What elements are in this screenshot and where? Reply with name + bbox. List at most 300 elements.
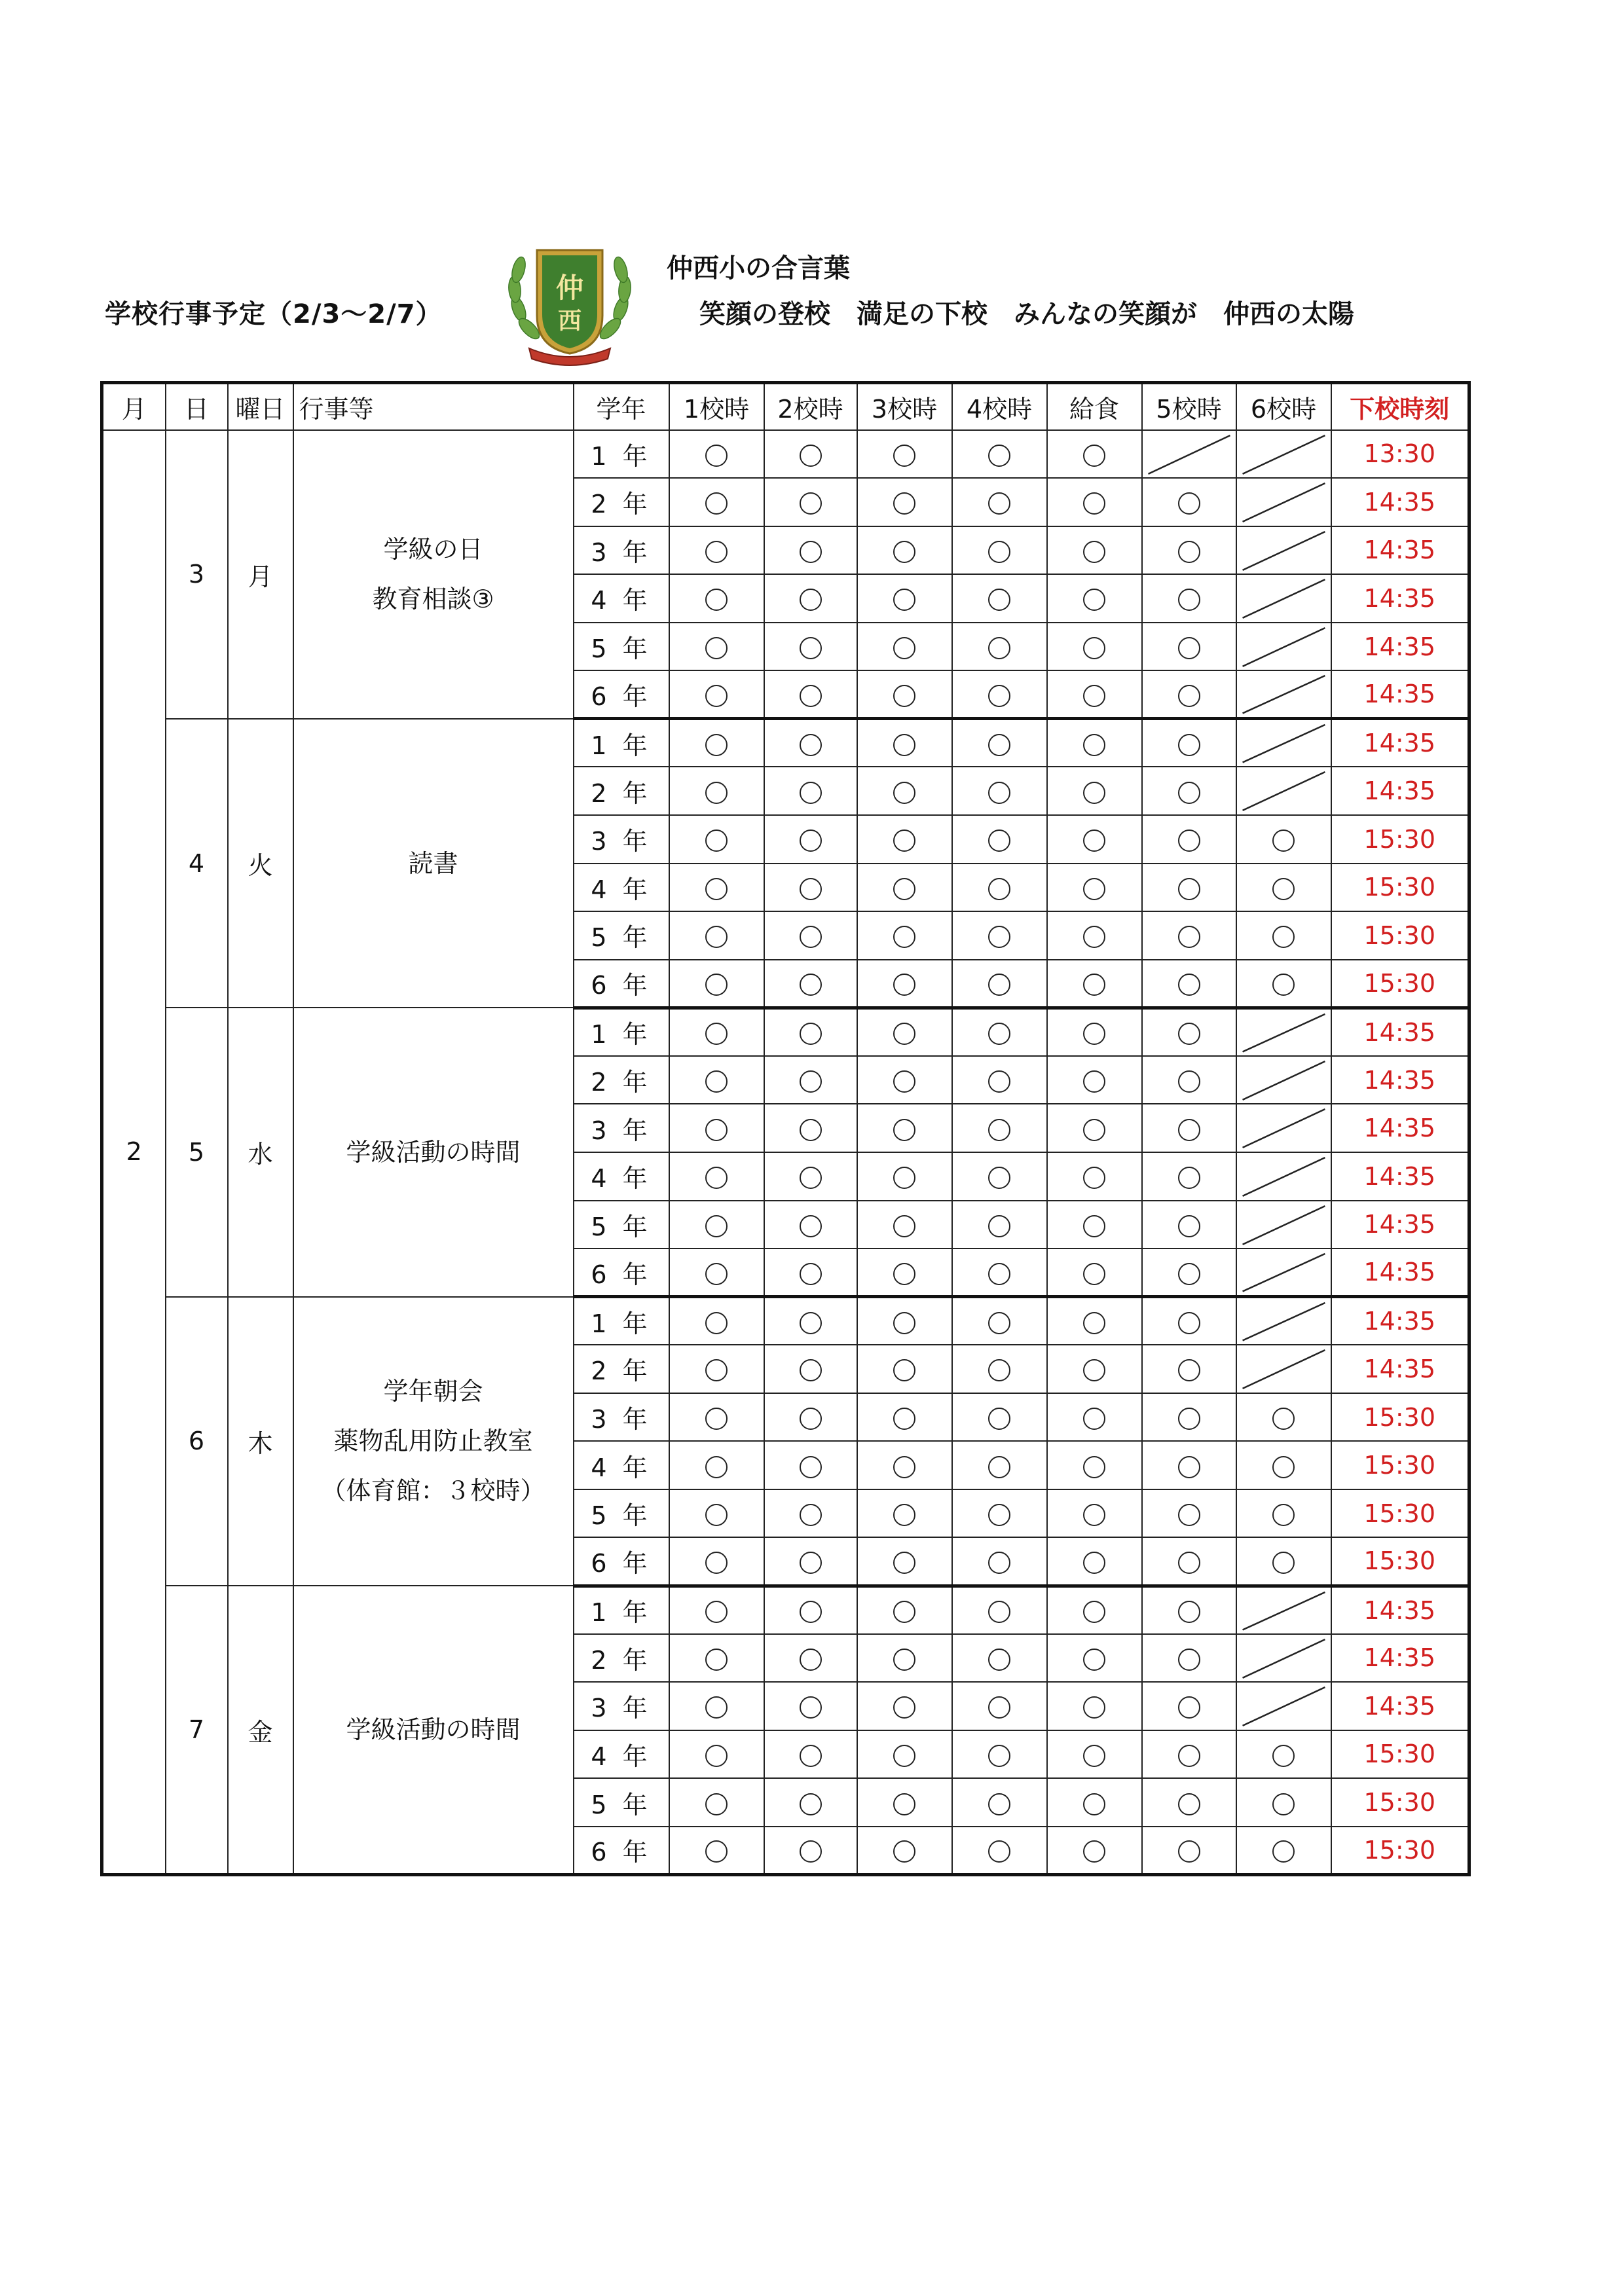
period-cell (1047, 864, 1142, 912)
period-cell (952, 767, 1047, 815)
period-cell (1142, 1634, 1236, 1683)
circle-mark-icon (800, 974, 822, 996)
circle-mark-icon (705, 1263, 728, 1285)
period-cell (1142, 1345, 1236, 1393)
circle-mark-icon (1083, 1601, 1105, 1623)
circle-mark-icon (1083, 445, 1105, 467)
dismissal-time: 14:35 (1331, 1248, 1469, 1297)
circle-mark-icon (705, 1601, 728, 1623)
circle-mark-icon (1178, 926, 1200, 948)
col-header-weekday: 曜日 (228, 383, 293, 430)
circle-mark-icon (893, 1215, 915, 1237)
circle-mark-icon (705, 1552, 728, 1574)
dismissal-time: 14:35 (1331, 1104, 1469, 1152)
circle-mark-icon (800, 1504, 822, 1526)
period-cell (1236, 864, 1331, 912)
circle-mark-icon (800, 1070, 822, 1093)
period-cell (952, 526, 1047, 575)
circle-mark-icon (1178, 1745, 1200, 1767)
circle-mark-icon (1083, 1263, 1105, 1285)
grade-cell: 3 年 (574, 1682, 669, 1730)
circle-mark-icon (1178, 829, 1200, 852)
dismissal-time: 14:35 (1331, 670, 1469, 719)
circle-mark-icon (1178, 1649, 1200, 1671)
period-cell (1142, 1537, 1236, 1586)
grade-cell: 1 年 (574, 1297, 669, 1345)
period-cell (857, 911, 952, 960)
period-cell (952, 1586, 1047, 1634)
dismissal-time: 15:30 (1331, 1537, 1469, 1586)
circle-mark-icon (1178, 1023, 1200, 1045)
circle-mark-icon (1272, 1504, 1295, 1526)
circle-mark-icon (1178, 1793, 1200, 1815)
circle-mark-icon (800, 1023, 822, 1045)
period-cell (764, 1489, 857, 1538)
circle-mark-icon (988, 1745, 1010, 1767)
period-cell-none (1236, 1634, 1331, 1683)
period-cell (1142, 1104, 1236, 1152)
circle-mark-icon (1083, 1408, 1105, 1430)
circle-mark-icon (1083, 1649, 1105, 1671)
grade-cell: 6 年 (574, 1827, 669, 1875)
circle-mark-icon (1178, 492, 1200, 515)
period-cell (857, 623, 952, 671)
table-row (102, 430, 1469, 479)
period-cell (764, 1634, 857, 1683)
table-row (102, 1297, 1469, 1345)
grade-cell: 3 年 (574, 526, 669, 575)
circle-mark-icon (988, 1119, 1010, 1141)
period-cell (952, 1827, 1047, 1875)
period-cell (857, 574, 952, 623)
period-cell-none (1236, 1682, 1331, 1730)
day-cell: 4 (166, 719, 228, 1008)
schedule-body (102, 430, 1469, 1875)
day-cell: 6 (166, 1297, 228, 1586)
circle-mark-icon (800, 492, 822, 515)
circle-mark-icon (893, 878, 915, 900)
period-cell (857, 478, 952, 526)
circle-mark-icon (1178, 974, 1200, 996)
circle-mark-icon (800, 829, 822, 852)
circle-mark-icon (800, 1552, 822, 1574)
circle-mark-icon (1083, 637, 1105, 659)
circle-mark-icon (988, 1023, 1010, 1045)
circle-mark-icon (1083, 1696, 1105, 1719)
circle-mark-icon (988, 1552, 1010, 1574)
circle-mark-icon (800, 589, 822, 611)
period-cell (1047, 1201, 1142, 1249)
grade-cell: 6 年 (574, 960, 669, 1008)
period-cell (1142, 719, 1236, 767)
circle-mark-icon (1083, 1023, 1105, 1045)
period-cell (952, 1008, 1047, 1056)
circle-mark-icon (988, 1649, 1010, 1671)
period-cell (952, 1201, 1047, 1249)
grade-cell: 1 年 (574, 430, 669, 479)
circle-mark-icon (893, 734, 915, 756)
period-cell (1142, 911, 1236, 960)
period-cell (952, 815, 1047, 864)
period-cell (669, 1682, 764, 1730)
period-cell (1047, 1586, 1142, 1634)
circle-mark-icon (893, 1263, 915, 1285)
period-cell (1047, 911, 1142, 960)
period-cell (952, 1104, 1047, 1152)
dismissal-time: 14:35 (1331, 1008, 1469, 1056)
period-cell (1142, 1489, 1236, 1538)
period-cell (764, 1586, 857, 1634)
circle-mark-icon (1083, 829, 1105, 852)
circle-mark-icon (1178, 541, 1200, 563)
circle-mark-icon (1178, 1840, 1200, 1863)
circle-mark-icon (893, 1552, 915, 1574)
period-cell (952, 719, 1047, 767)
dismissal-time: 14:35 (1331, 526, 1469, 575)
period-cell (1142, 767, 1236, 815)
period-cell (764, 1682, 857, 1730)
period-cell (764, 815, 857, 864)
circle-mark-icon (1083, 1552, 1105, 1574)
period-cell (764, 1056, 857, 1104)
period-cell (952, 574, 1047, 623)
period-cell-none (1236, 1152, 1331, 1201)
period-cell (669, 1345, 764, 1393)
grade-cell: 1 年 (574, 1586, 669, 1634)
period-cell (764, 911, 857, 960)
col-header-lunch: 給食 (1047, 383, 1142, 430)
circle-mark-icon (1178, 1696, 1200, 1719)
circle-mark-icon (800, 1840, 822, 1863)
circle-mark-icon (988, 782, 1010, 804)
day-cell: 7 (166, 1586, 228, 1875)
period-cell (764, 1248, 857, 1297)
period-cell (857, 1345, 952, 1393)
circle-mark-icon (705, 685, 728, 707)
period-cell (952, 670, 1047, 719)
period-cell (764, 1441, 857, 1489)
period-cell (764, 767, 857, 815)
event-text: 学級活動の時間 (346, 1715, 521, 1744)
dismissal-time: 14:35 (1331, 1201, 1469, 1249)
dismissal-time: 14:35 (1331, 1152, 1469, 1201)
period-cell (857, 1008, 952, 1056)
period-cell (669, 1152, 764, 1201)
period-cell (669, 1778, 764, 1827)
circle-mark-icon (705, 589, 728, 611)
circle-mark-icon (1272, 926, 1295, 948)
circle-mark-icon (988, 1840, 1010, 1863)
period-cell (764, 1537, 857, 1586)
circle-mark-icon (800, 1359, 822, 1381)
grade-cell: 6 年 (574, 670, 669, 719)
period-cell (1047, 1827, 1142, 1875)
period-cell (857, 1778, 952, 1827)
grade-cell: 6 年 (574, 1248, 669, 1297)
circle-mark-icon (1083, 685, 1105, 707)
circle-mark-icon (705, 782, 728, 804)
circle-mark-icon (893, 1745, 915, 1767)
circle-mark-icon (893, 1504, 915, 1526)
period-cell (952, 1297, 1047, 1345)
period-cell (857, 1634, 952, 1683)
period-cell (1142, 1152, 1236, 1201)
period-cell-none (1236, 574, 1331, 623)
circle-mark-icon (1178, 589, 1200, 611)
circle-mark-icon (800, 1649, 822, 1671)
period-cell-none (1142, 430, 1236, 479)
period-cell-none (1236, 623, 1331, 671)
circle-mark-icon (705, 1359, 728, 1381)
period-cell (1047, 1730, 1142, 1779)
grade-cell: 2 年 (574, 1056, 669, 1104)
dismissal-time: 15:30 (1331, 1827, 1469, 1875)
circle-mark-icon (1272, 974, 1295, 996)
circle-mark-icon (1083, 1312, 1105, 1334)
period-cell-none (1236, 526, 1331, 575)
circle-mark-icon (893, 1312, 915, 1334)
circle-mark-icon (1083, 1840, 1105, 1863)
dismissal-time: 14:35 (1331, 1345, 1469, 1393)
circle-mark-icon (1178, 1119, 1200, 1141)
period-cell (1047, 623, 1142, 671)
period-cell (764, 1778, 857, 1827)
period-cell (952, 1634, 1047, 1683)
circle-mark-icon (988, 589, 1010, 611)
period-cell (857, 430, 952, 479)
circle-mark-icon (800, 1696, 822, 1719)
circle-mark-icon (705, 1408, 728, 1430)
period-cell (952, 1056, 1047, 1104)
period-cell (952, 1152, 1047, 1201)
circle-mark-icon (893, 1696, 915, 1719)
period-cell (1236, 815, 1331, 864)
period-cell (1142, 1730, 1236, 1779)
motto-text: 笑顔の登校 満足の下校 みんなの笑顔が 仲西の太陽 (699, 299, 1354, 329)
period-cell (1142, 1201, 1236, 1249)
circle-mark-icon (893, 974, 915, 996)
period-cell (669, 1441, 764, 1489)
period-cell (764, 1297, 857, 1345)
period-cell (857, 1297, 952, 1345)
grade-cell: 5 年 (574, 1778, 669, 1827)
svg-text:仲: 仲 (555, 272, 584, 304)
circle-mark-icon (893, 1456, 915, 1478)
period-cell (1047, 670, 1142, 719)
circle-mark-icon (1083, 1119, 1105, 1141)
period-cell (669, 1730, 764, 1779)
period-cell (1047, 1104, 1142, 1152)
grade-cell: 3 年 (574, 815, 669, 864)
grade-cell: 2 年 (574, 767, 669, 815)
circle-mark-icon (1178, 1312, 1200, 1334)
circle-mark-icon (1178, 637, 1200, 659)
circle-mark-icon (800, 1167, 822, 1189)
period-cell (764, 430, 857, 479)
period-cell (764, 623, 857, 671)
period-cell (952, 911, 1047, 960)
period-cell (952, 1248, 1047, 1297)
circle-mark-icon (1083, 974, 1105, 996)
circle-mark-icon (800, 685, 822, 707)
period-cell (857, 1441, 952, 1489)
period-cell (1047, 430, 1142, 479)
circle-mark-icon (1083, 1456, 1105, 1478)
circle-mark-icon (1178, 685, 1200, 707)
circle-mark-icon (800, 445, 822, 467)
circle-mark-icon (705, 1167, 728, 1189)
period-cell (669, 1537, 764, 1586)
col-header-period-2: 2校時 (764, 383, 857, 430)
circle-mark-icon (988, 1696, 1010, 1719)
col-header-period-3: 3校時 (857, 383, 952, 430)
circle-mark-icon (705, 541, 728, 563)
period-cell (669, 1104, 764, 1152)
weekday-cell: 木 (228, 1297, 293, 1586)
period-cell (1047, 1489, 1142, 1538)
dismissal-time: 15:30 (1331, 911, 1469, 960)
circle-mark-icon (705, 637, 728, 659)
circle-mark-icon (705, 1023, 728, 1045)
circle-mark-icon (1083, 1070, 1105, 1093)
dismissal-time: 15:30 (1331, 1489, 1469, 1538)
period-cell (952, 623, 1047, 671)
circle-mark-icon (893, 1408, 915, 1430)
period-cell (1047, 1634, 1142, 1683)
period-cell (764, 864, 857, 912)
period-cell (1236, 1489, 1331, 1538)
period-cell (1142, 574, 1236, 623)
table-row (102, 719, 1469, 767)
period-cell (1142, 960, 1236, 1008)
period-cell (857, 719, 952, 767)
col-header-dismissal: 下校時刻 (1331, 383, 1469, 430)
circle-mark-icon (893, 685, 915, 707)
period-cell (1047, 526, 1142, 575)
grade-cell: 1 年 (574, 1008, 669, 1056)
event-text: （体育館：３校時） (321, 1476, 545, 1506)
period-cell (1047, 1248, 1142, 1297)
period-cell (1142, 1682, 1236, 1730)
circle-mark-icon (705, 1504, 728, 1526)
period-cell (669, 815, 764, 864)
period-cell (952, 1345, 1047, 1393)
period-cell (669, 478, 764, 526)
period-cell (669, 1634, 764, 1683)
period-cell (1047, 1345, 1142, 1393)
period-cell (1236, 1778, 1331, 1827)
period-cell (857, 1201, 952, 1249)
circle-mark-icon (893, 492, 915, 515)
event-text: 学級の日 (383, 535, 483, 564)
period-cell (1142, 478, 1236, 526)
period-cell (669, 911, 764, 960)
period-cell (857, 1393, 952, 1442)
circle-mark-icon (800, 1119, 822, 1141)
period-cell (952, 960, 1047, 1008)
grade-cell: 6 年 (574, 1537, 669, 1586)
col-header-period-6: 6校時 (1236, 383, 1331, 430)
period-cell-none (1236, 1201, 1331, 1249)
circle-mark-icon (705, 1840, 728, 1863)
period-cell (669, 1297, 764, 1345)
period-cell (764, 960, 857, 1008)
dismissal-time: 13:30 (1331, 430, 1469, 479)
period-cell (764, 1152, 857, 1201)
period-cell (1142, 1297, 1236, 1345)
period-cell (857, 1537, 952, 1586)
circle-mark-icon (705, 1119, 728, 1141)
event-cell (293, 1586, 574, 1875)
period-cell (669, 1393, 764, 1442)
circle-mark-icon (705, 829, 728, 852)
col-header-day: 日 (166, 383, 228, 430)
period-cell (1142, 1393, 1236, 1442)
grade-cell: 4 年 (574, 574, 669, 623)
period-cell (669, 623, 764, 671)
circle-mark-icon (705, 926, 728, 948)
circle-mark-icon (988, 1359, 1010, 1381)
circle-mark-icon (893, 637, 915, 659)
circle-mark-icon (988, 492, 1010, 515)
event-text: 薬物乱用防止教室 (333, 1427, 533, 1456)
period-cell (857, 670, 952, 719)
dismissal-time: 15:30 (1331, 1393, 1469, 1442)
period-cell (857, 960, 952, 1008)
period-cell-none (1236, 430, 1331, 479)
period-cell (1047, 1008, 1142, 1056)
circle-mark-icon (1083, 782, 1105, 804)
circle-mark-icon (1083, 1215, 1105, 1237)
circle-mark-icon (1272, 878, 1295, 900)
circle-mark-icon (1272, 1793, 1295, 1815)
period-cell (669, 1248, 764, 1297)
circle-mark-icon (800, 734, 822, 756)
period-cell (669, 1586, 764, 1634)
period-cell (952, 1489, 1047, 1538)
period-cell (669, 1201, 764, 1249)
period-cell (1142, 1778, 1236, 1827)
period-cell (857, 1586, 952, 1634)
period-cell (669, 526, 764, 575)
circle-mark-icon (800, 1263, 822, 1285)
circle-mark-icon (800, 1215, 822, 1237)
period-cell (1142, 864, 1236, 912)
period-cell (1047, 574, 1142, 623)
dismissal-time: 14:35 (1331, 1634, 1469, 1683)
period-cell (1236, 960, 1331, 1008)
period-cell (1047, 1297, 1142, 1345)
dismissal-time: 14:35 (1331, 478, 1469, 526)
circle-mark-icon (705, 1696, 728, 1719)
circle-mark-icon (988, 1456, 1010, 1478)
event-text: 教育相談③ (372, 585, 494, 614)
grade-cell: 5 年 (574, 1489, 669, 1538)
period-cell-none (1236, 1248, 1331, 1297)
period-cell (1236, 1393, 1331, 1442)
grade-cell: 2 年 (574, 1634, 669, 1683)
dismissal-time: 15:30 (1331, 1441, 1469, 1489)
period-cell (764, 1393, 857, 1442)
circle-mark-icon (705, 974, 728, 996)
circle-mark-icon (800, 1745, 822, 1767)
circle-mark-icon (800, 926, 822, 948)
circle-mark-icon (800, 878, 822, 900)
period-cell-none (1236, 767, 1331, 815)
period-cell (1142, 1586, 1236, 1634)
period-cell (764, 526, 857, 575)
circle-mark-icon (1178, 1359, 1200, 1381)
